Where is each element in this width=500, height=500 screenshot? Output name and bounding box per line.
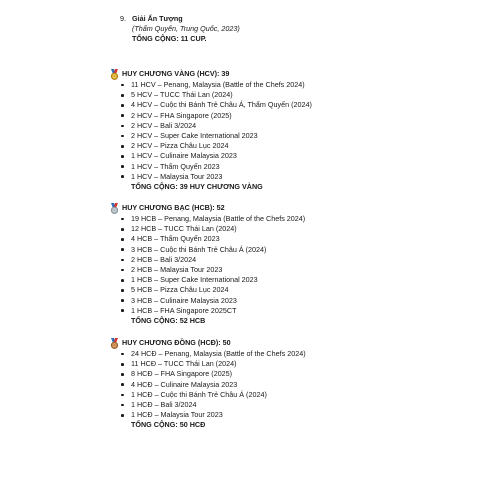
list-item: 1 HCĐ – Bali 3/2024 [110,400,306,410]
list-item: 2 HCV – Pizza Châu Lục 2024 [110,141,312,151]
list-item: 4 HCV – Cuộc thi Bánh Trẻ Châu Á, Thẩm Quyến (2024) [110,100,312,110]
list-item: 1 HCV – Malaysia Tour 2023 [110,172,312,182]
list-item: 1 HCB – Super Cake International 2023 [110,275,305,285]
bronze-heading-row [110,338,306,349]
silver-heading-row [110,203,305,214]
bronze-total: TỔNG CỘNG: 50 HCĐ [131,420,206,430]
list-item: 3 HCB – Cuộc thi Bánh Trẻ Châu Á (2024) [110,245,305,255]
bronze-list [110,349,306,420]
list-item: 1 HCV – Thẩm Quyến 2023 [110,162,312,172]
award-location: (Thẩm Quyến, Trung Quốc, 2023) [132,24,240,34]
gold-list [110,80,312,182]
list-item: 19 HCB – Penang, Malaysia (Battle of the Chefs 2024) [110,214,305,224]
gold-section [110,69,312,192]
list-item: 1 HCB – FHA Singapore 2025CT [110,306,305,316]
award-total: TỔNG CỘNG: 11 CUP. [132,34,207,44]
silver-section [110,203,305,326]
list-item: 4 HCĐ – Culinaire Malaysia 2023 [110,380,306,390]
silver-total: TỔNG CỘNG: 52 HCB [131,315,206,325]
silver-heading: HUY CHƯƠNG BẠC (HCB): 52 [122,203,225,213]
list-item: 5 HCV – TUCC Thái Lan (2024) [110,90,312,100]
list-item: 2 HCB – Malaysia Tour 2023 [110,265,305,275]
list-item: 2 HCV – Bali 3/2024 [110,121,312,131]
bronze-section [110,338,306,431]
list-item: 11 HCV – Penang, Malaysia (Battle of the Chefs 2024) [110,80,312,90]
list-item: 5 HCB – Pizza Châu Lục 2024 [110,285,305,295]
bronze-heading: HUY CHƯƠNG ĐỒNG (HCĐ): 50 [122,338,231,348]
list-item: 1 HCĐ – Cuộc thi Bánh Trẻ Châu Á (2024) [110,390,306,400]
list-item: 12 HCB – TUCC Thái Lan (2024) [110,224,305,234]
bronze-medal-icon [110,338,119,349]
gold-total: TỔNG CỘNG: 39 HUY CHƯƠNG VÀNG [131,181,263,191]
list-item: 2 HCB – Bali 3/2024 [110,255,305,265]
silver-medal-icon [110,203,119,214]
award-title: Giải Ấn Tượng [132,14,183,23]
item-number: 9. [120,14,126,23]
list-item: 1 HCĐ – Malaysia Tour 2023 [110,410,306,420]
list-item: 1 HCV – Culinaire Malaysia 2023 [110,151,312,161]
list-item: 4 HCB – Thẩm Quyến 2023 [110,234,305,244]
gold-heading-row [110,69,312,80]
list-item: 2 HCV – Super Cake International 2023 [110,131,312,141]
silver-list [110,214,305,316]
list-item: 24 HCĐ – Penang, Malaysia (Battle of the Chefs 2024) [110,349,306,359]
list-item: 8 HCĐ – FHA Singapore (2025) [110,369,306,379]
gold-medal-icon [110,69,119,80]
list-item: 2 HCV – FHA Singapore (2025) [110,111,312,121]
gold-heading: HUY CHƯƠNG VÀNG (HCV): 39 [122,69,230,79]
list-item: 11 HCĐ – TUCC Thái Lan (2024) [110,359,306,369]
list-item: 3 HCB – Culinaire Malaysia 2023 [110,296,305,306]
